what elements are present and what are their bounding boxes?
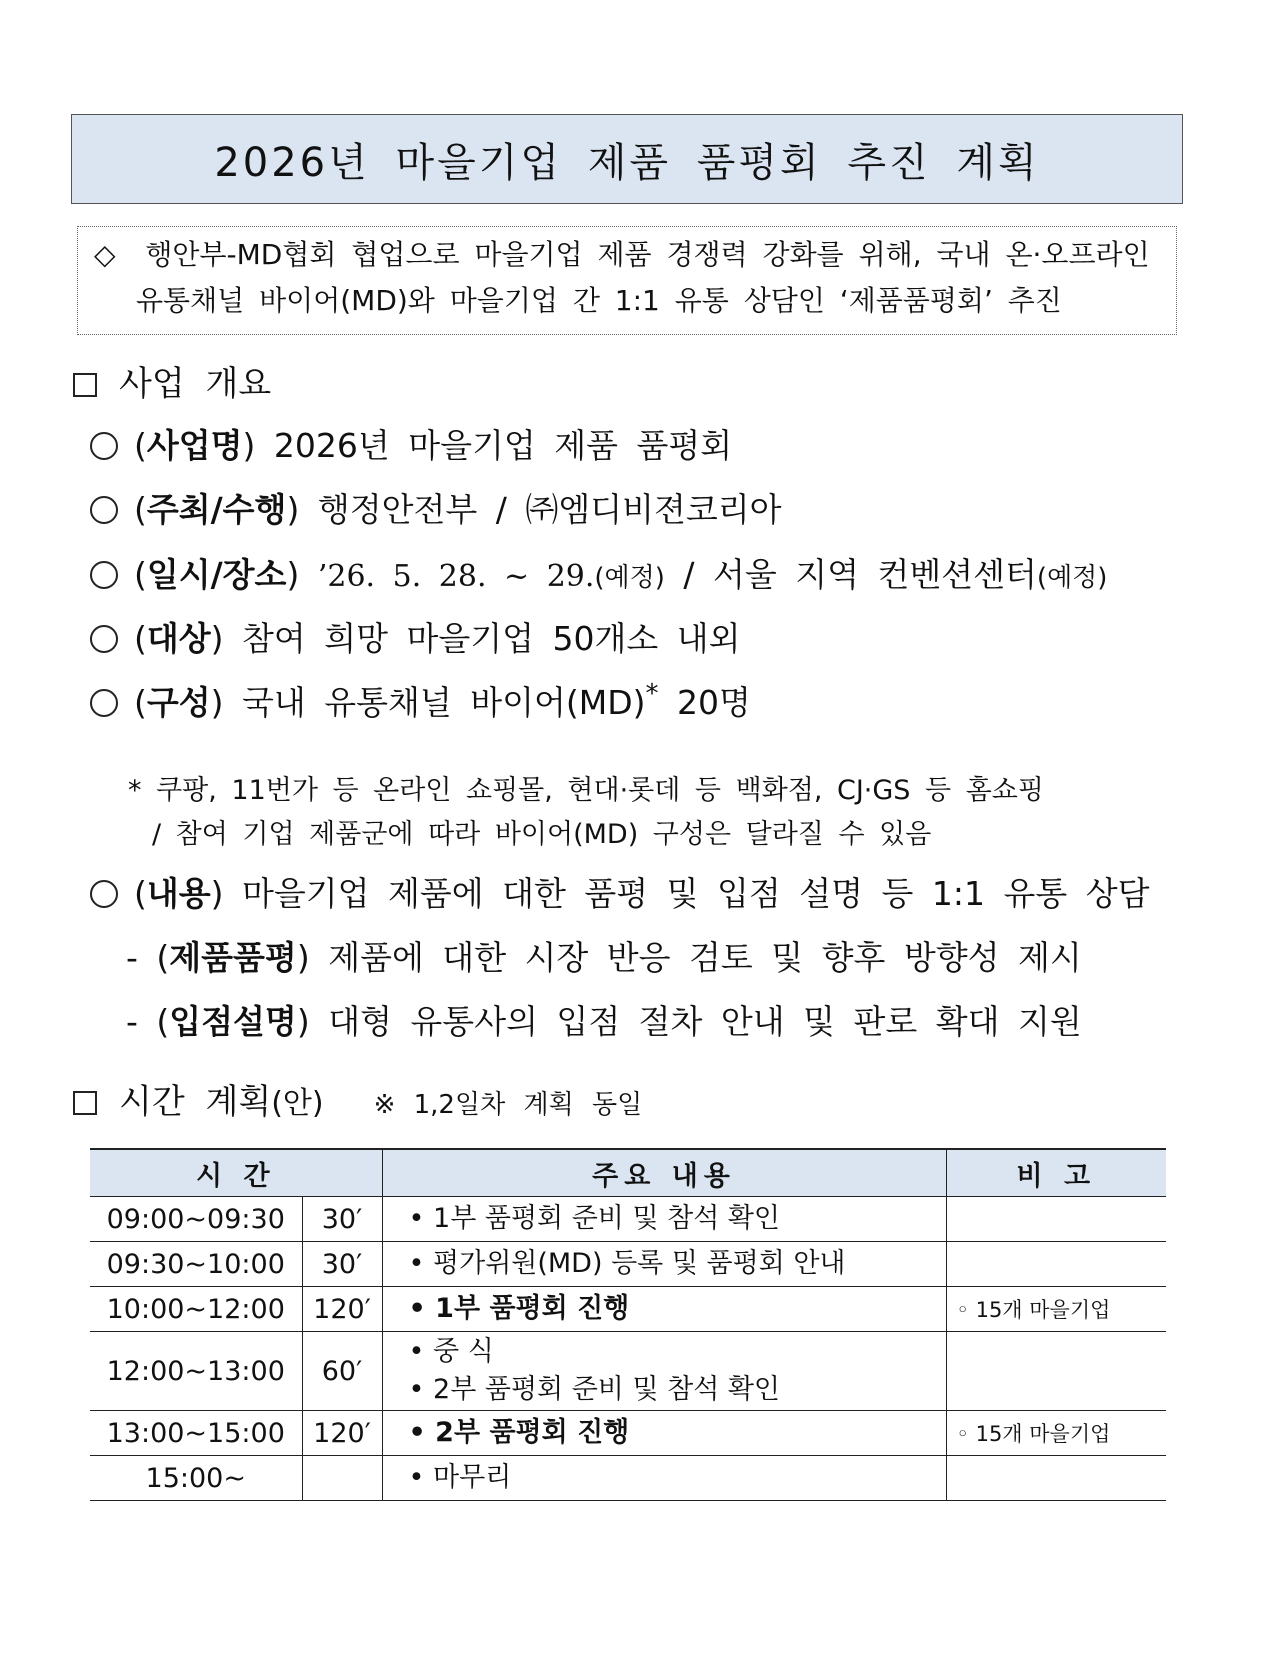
circle-bullet-icon xyxy=(90,625,118,653)
item-label: 대상 xyxy=(146,619,211,658)
dash-bullet: - xyxy=(126,1002,138,1041)
item-label: 내용 xyxy=(146,874,211,913)
circle-bullet-icon xyxy=(90,496,118,524)
section-heading-overview xyxy=(73,356,271,405)
schedule-item: • 1부 품평회 준비 및 참석 확인 xyxy=(408,1203,781,1234)
schedule-note: ※ 1,2일차 계획 동일 xyxy=(373,1090,643,1120)
table-row xyxy=(90,1197,1166,1242)
item-text: 국내 유통채널 바이어(MD) xyxy=(242,683,646,722)
footnote-line-2: / 참여 기업 제품군에 따라 바이어(MD) 구성은 달라질 수 있음 xyxy=(152,819,932,850)
item-text: 마을기업 제품에 대한 품평 및 입점 설명 등 1:1 유통 상담 xyxy=(242,874,1150,913)
summary-text-1: 행안부-MD협회 협업으로 마을기업 제품 경쟁력 강화를 위해, 국내 온·오프라인 xyxy=(145,238,1150,271)
overview-item: (구성) 국내 유통채널 바이어(MD)* 20명 xyxy=(90,677,751,724)
sub-label: 입점설명 xyxy=(169,1002,297,1041)
page-title: 2026년 마을기업 제품 품평회 추진 계획 xyxy=(71,114,1183,204)
sub-label: 제품품평 xyxy=(169,938,297,977)
header-remark: 비 고 xyxy=(946,1149,1166,1197)
table-row xyxy=(90,1411,1166,1456)
schedule-item: • 2부 품평회 진행 xyxy=(408,1417,630,1448)
section-title: 사업 개요 xyxy=(119,364,272,404)
duration-cell: 60′ xyxy=(302,1332,382,1411)
sub-item: - (입점설명) 대형 유통사의 입점 절차 안내 및 판로 확대 지원 xyxy=(126,1002,1082,1041)
dash-bullet: - xyxy=(126,938,138,977)
item-note: (예정) xyxy=(594,563,665,593)
remark-cell xyxy=(946,1242,1166,1287)
section-heading-schedule xyxy=(73,1074,642,1123)
summary-box xyxy=(77,226,1177,335)
sub-text: 대형 유통사의 입점 절차 안내 및 판로 확대 지원 xyxy=(328,1002,1082,1041)
content-cell xyxy=(382,1287,946,1332)
circle-bullet-icon xyxy=(90,880,118,908)
sub-text: 제품에 대한 시장 반응 검토 및 향후 방향성 제시 xyxy=(328,938,1082,977)
table-header-row xyxy=(90,1149,1166,1197)
remark-cell xyxy=(946,1456,1166,1501)
table-row xyxy=(90,1287,1166,1332)
section-title-suffix: (안) xyxy=(271,1086,324,1121)
table-row xyxy=(90,1242,1166,1287)
content-cell xyxy=(382,1456,946,1501)
time-cell: 15:00~ xyxy=(90,1456,302,1501)
schedule-item: • 1부 품평회 진행 xyxy=(408,1293,630,1324)
overview-item: (사업명) 2026년 마을기업 제품 품평회 xyxy=(90,420,732,467)
item-note: (예정) xyxy=(1036,563,1108,593)
item-label: 일시/장소 xyxy=(146,555,287,594)
time-cell: 10:00~12:00 xyxy=(90,1287,302,1332)
footnote-line-1: * 쿠팡, 11번가 등 온라인 쇼핑몰, 현대·롯데 등 백화점, CJ·GS 등 홈쇼핑 xyxy=(128,775,1044,806)
sub-item: - (제품품평) 제품에 대한 시장 반응 검토 및 향후 방향성 제시 xyxy=(126,938,1082,977)
header-content: 주요 내용 xyxy=(382,1149,946,1197)
footnote-marker: * xyxy=(645,679,659,709)
circle-bullet-icon xyxy=(90,432,118,460)
header-time: 시 간 xyxy=(90,1149,382,1197)
item-label: 주최/수행 xyxy=(146,490,287,529)
schedule-item: • 평가위원(MD) 등록 및 품평회 안내 xyxy=(408,1248,846,1279)
section-title: 시간 계획 xyxy=(119,1082,272,1122)
overview-item: (내용) 마을기업 제품에 대한 품평 및 입점 설명 등 1:1 유통 상담 xyxy=(90,868,1149,915)
schedule-item: • 마무리 xyxy=(408,1462,512,1493)
item-text: 20명 xyxy=(658,683,751,722)
schedule-table xyxy=(90,1148,1166,1501)
square-bullet-icon xyxy=(73,1091,97,1115)
schedule-item: • 중 식 xyxy=(408,1336,494,1367)
summary-line-1 xyxy=(94,232,1150,278)
circle-bullet-icon xyxy=(90,561,118,589)
remark-cell: ◦ 15개 마을기업 xyxy=(946,1411,1166,1456)
duration-cell: 120′ xyxy=(302,1411,382,1456)
circle-bullet-icon xyxy=(90,689,118,717)
item-date: ’26. 5. 28. ~ 29. xyxy=(317,559,595,594)
duration-cell xyxy=(302,1456,382,1501)
time-cell: 13:00~15:00 xyxy=(90,1411,302,1456)
content-cell xyxy=(382,1242,946,1287)
content-cell xyxy=(382,1411,946,1456)
duration-cell: 30′ xyxy=(302,1242,382,1287)
overview-item: (대상) 참여 희망 마을기업 50개소 내외 xyxy=(90,613,741,660)
time-cell: 12:00~13:00 xyxy=(90,1332,302,1411)
item-text: 참여 희망 마을기업 50개소 내외 xyxy=(242,619,741,658)
item-text: 2026년 마을기업 제품 품평회 xyxy=(273,426,733,465)
summary-line-2: 유통채널 바이어(MD)와 마을기업 간 1:1 유통 상담인 ‘제품품평회’ 추진 xyxy=(136,284,1062,317)
schedule-item: • 2부 품평회 준비 및 참석 확인 xyxy=(408,1374,781,1405)
overview-item: (일시/장소) ’26. 5. 28. ~ 29.(예정) / 서울 지역 컨벤션센터(예정) xyxy=(90,549,1107,596)
content-cell xyxy=(382,1197,946,1242)
item-label: 구성 xyxy=(146,683,211,722)
time-cell: 09:30~10:00 xyxy=(90,1242,302,1287)
item-text: 행정안전부 / ㈜엠디비젼코리아 xyxy=(317,490,782,529)
remark-cell xyxy=(946,1332,1166,1411)
table-row xyxy=(90,1456,1166,1501)
item-text: / 서울 지역 컨벤션센터 xyxy=(664,555,1037,594)
diamond-bullet-icon: ◇ xyxy=(94,238,116,271)
table-row xyxy=(90,1332,1166,1411)
overview-item: (주최/수행) 행정안전부 / ㈜엠디비젼코리아 xyxy=(90,484,781,531)
remark-cell: ◦ 15개 마을기업 xyxy=(946,1287,1166,1332)
content-cell xyxy=(382,1332,946,1411)
square-bullet-icon xyxy=(73,373,97,397)
duration-cell: 120′ xyxy=(302,1287,382,1332)
time-cell: 09:00~09:30 xyxy=(90,1197,302,1242)
duration-cell: 30′ xyxy=(302,1197,382,1242)
remark-cell xyxy=(946,1197,1166,1242)
item-label: 사업명 xyxy=(146,426,243,465)
